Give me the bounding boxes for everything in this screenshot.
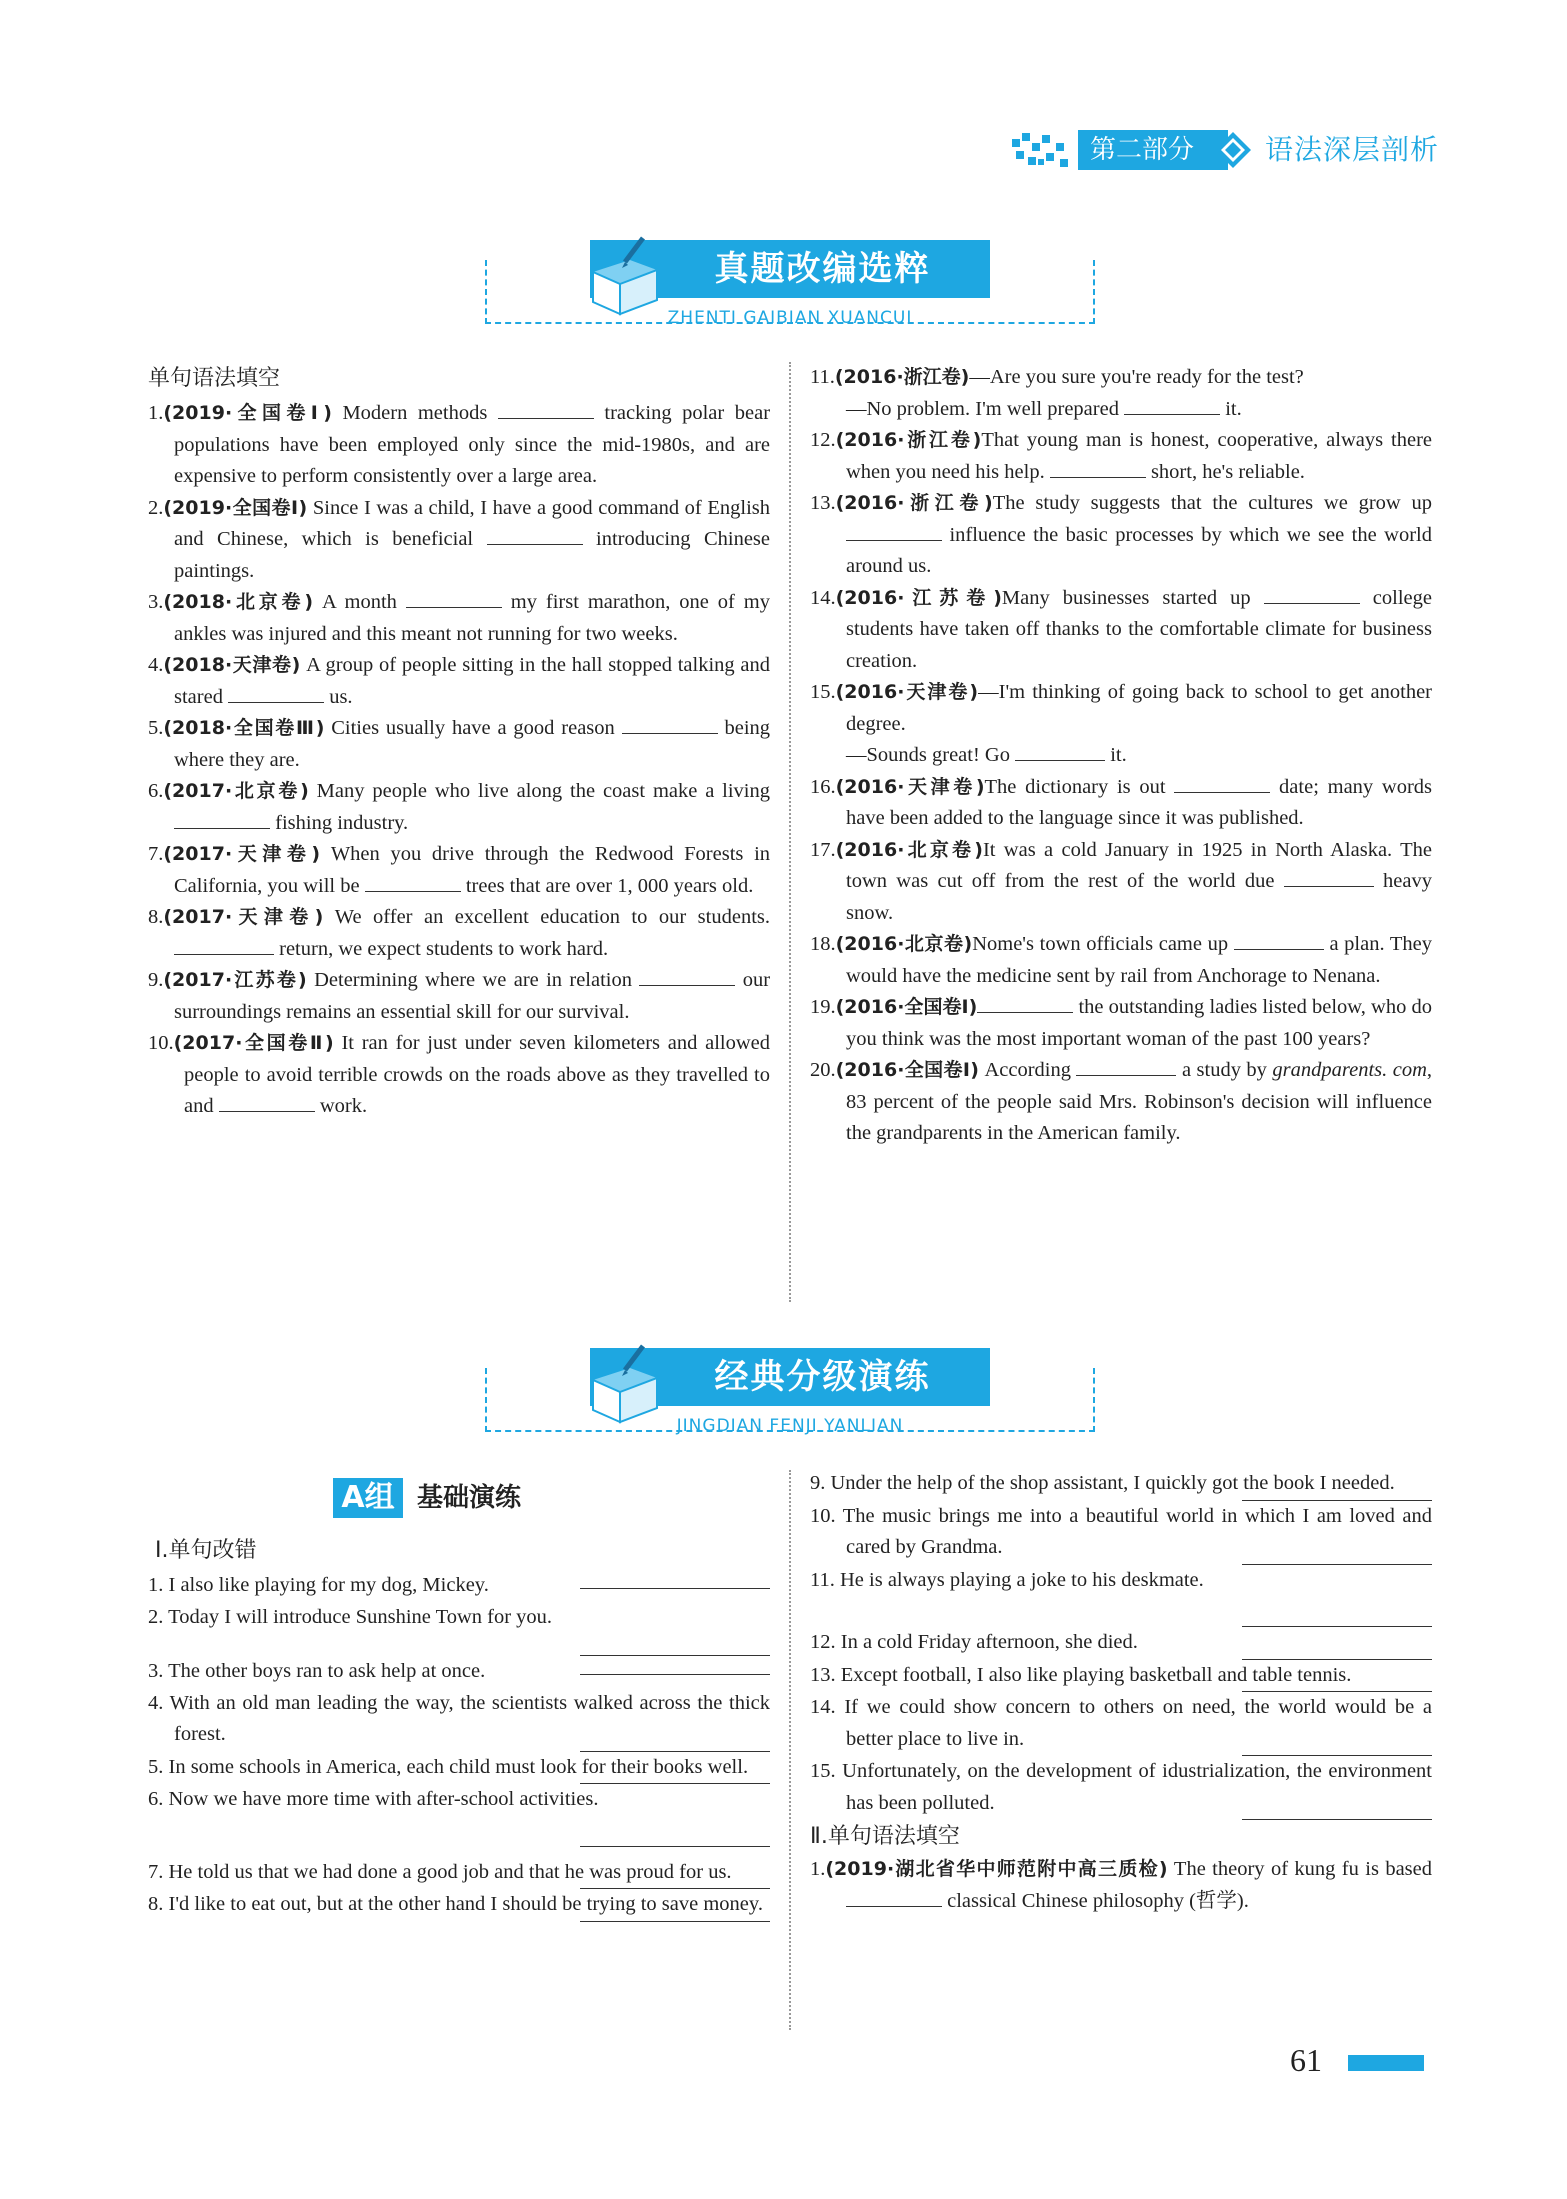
page-number-bar <box>1348 2055 1424 2071</box>
group-badge: A组 <box>333 1478 403 1518</box>
answer-blank[interactable] <box>1174 772 1270 793</box>
page-number: 61 <box>1290 2042 1322 2078</box>
question-8: 8.(2017·天津卷) We offer an excellent education to our students. return, we expect students to work hard. <box>148 906 770 960</box>
question-5: 5.(2018·全国卷Ⅲ) Cities usually have a good reason being where they are. <box>148 713 770 776</box>
correction-item-7: 7. He told us that we had done a good job and that he was proud for us. <box>148 1860 732 1883</box>
part1-right-column <box>810 362 1432 1150</box>
part1-heading: 单句语法填空 <box>148 366 281 391</box>
answer-blank[interactable] <box>174 808 270 829</box>
correction-item-4: 4. With an old man leading the way, the scientists walked across the thick forest. <box>148 1691 770 1745</box>
answer-line[interactable] <box>580 1729 770 1752</box>
correction-item-13: 13. Except football, I also like playing basketball and table tennis. <box>810 1663 1352 1686</box>
correction-item-9: 9. Under the help of the shop assistant, I quickly got the book I needed. <box>810 1472 1395 1494</box>
section-2-heading: Ⅱ.单句语法填空 <box>810 1824 960 1849</box>
answer-line[interactable] <box>1242 1542 1432 1565</box>
banner-1-title: 真题改编选粹 <box>714 249 931 289</box>
column-divider <box>789 1470 791 2030</box>
question-4: 4.(2018·天津卷) A group of people sitting in the hall stopped talking and stared us. <box>148 654 770 708</box>
answer-blank[interactable] <box>639 965 735 986</box>
correction-item-15: 15. Unfortunately, on the development of idustrialization, the environment has been polluted. <box>810 1760 1432 1814</box>
question-19: 19.(2016·全国卷Ⅰ) the outstanding ladies listed below, who do you think was the most important woman of the past 100 years? <box>810 992 1432 1055</box>
answer-line[interactable] <box>1242 1797 1432 1820</box>
answer-blank[interactable] <box>1015 740 1105 761</box>
answer-blank[interactable] <box>622 713 718 734</box>
correction-item-3: 3. The other boys ran to ask help at once. <box>148 1656 770 1688</box>
part1-left-column <box>148 398 770 1123</box>
column-divider <box>789 362 791 1302</box>
header-part-label: 第二部分 <box>1078 130 1228 170</box>
answer-blank[interactable] <box>1264 583 1360 604</box>
answer-line[interactable] <box>580 1633 770 1656</box>
section-banner-2 <box>480 1330 1100 1470</box>
correction-item-2: 2. Today I will introduce Sunshine Town for you. <box>148 1605 553 1628</box>
correction-item-8: 8. I'd like to eat out, but at the other hand I should be trying to save money. <box>148 1893 763 1915</box>
question-1: 1.(2019·全国卷Ⅰ) Modern methods tracking polar bear populations have been employed only since the mid-1980s, and are expensive to perform consistently over a large area. <box>148 398 770 493</box>
correction-item-12: 12. In a cold Friday afternoon, she died. <box>810 1631 1138 1653</box>
answer-line[interactable] <box>580 1656 770 1675</box>
part2-left-column <box>148 1570 770 1922</box>
question-13: 13.(2016·浙江卷)The study suggests that the cultures we grow up influence the basic processes by which we see the world around us. <box>810 492 1432 577</box>
answer-blank[interactable] <box>1050 457 1146 478</box>
answer-blank[interactable] <box>219 1091 315 1112</box>
correction-item-14: 14. If we could show concern to others on need, the world would be a better place to live in. <box>810 1696 1432 1750</box>
question-16: 16.(2016·天津卷)The dictionary is out date; many words have been added to the language since it was published. <box>810 772 1432 835</box>
question-3: 3.(2018·北京卷) A month my first marathon, one of my ankles was injured and this meant not running for two weeks. <box>148 587 770 650</box>
answer-blank[interactable] <box>1124 394 1220 415</box>
correction-item-10: 10. The music brings me into a beautiful world in which I am loved and cared by Grandma. <box>810 1504 1432 1558</box>
answer-blank[interactable] <box>846 520 942 541</box>
question-18: 18.(2016·北京卷)Nome's town officials came up a plan. They would have the medicine sent by rail from Anchorage to Nenana. <box>810 929 1432 992</box>
correction-item-1: 1. I also like playing for my dog, Mickey. <box>148 1570 770 1602</box>
section-1-heading: Ⅰ.单句改错 <box>155 1538 257 1563</box>
answer-blank[interactable] <box>1234 929 1324 950</box>
fill-item-1: 1.(2019·湖北省华中师范附中高三质检) The theory of kung fu is based classical Chinese philosophy (哲学). <box>810 1858 1432 1912</box>
group-a-heading <box>333 1478 521 1518</box>
question-20: 20.(2016·全国卷Ⅰ) According a study by grandparents. com, 83 percent of the people said Mrs. Robinson's decision will influence the grandparents in the American family. <box>810 1055 1432 1150</box>
correction-item-6: 6. Now we have more time with after-school activities. <box>148 1788 599 1810</box>
correction-item-11: 11. He is always playing a joke to his deskmate. <box>810 1568 1204 1591</box>
banner-2-subtitle: JINGDIAN FENJI YANLIAN <box>676 1416 904 1436</box>
question-9: 9.(2017·江苏卷) Determining where we are in relation our surroundings remains an essential skill for our survival. <box>148 965 770 1028</box>
question-17: 17.(2016·北京卷)It was a cold January in 1925 in North Alaska. The town was cut off from the rest of the world due heavy snow. <box>810 838 1433 924</box>
answer-line[interactable] <box>1242 1733 1432 1756</box>
banner-1-subtitle: ZHENTI GAIBIAN XUANCUI <box>667 308 913 328</box>
answer-blank[interactable] <box>365 871 461 892</box>
question-11: 11.(2016·浙江卷)—Are you sure you're ready for the test? —No problem. I'm well prepared it. <box>810 366 1304 420</box>
answer-blank[interactable] <box>174 934 274 955</box>
banner-2-title: 经典分级演练 <box>714 1357 931 1397</box>
answer-blank[interactable] <box>1076 1055 1176 1076</box>
answer-line[interactable] <box>580 1570 770 1589</box>
question-12: 12.(2016·浙江卷)That young man is honest, cooperative, always there when you need his help. short, he's reliable. <box>810 429 1432 483</box>
question-10: 10.(2017·全国卷Ⅱ) It ran for just under seven kilometers and allowed people to avoid terrible crowds on the roads above as they travelled to and work. <box>148 1032 770 1117</box>
answer-blank[interactable] <box>1284 866 1374 887</box>
header-decoration-icon <box>1012 133 1072 167</box>
answer-blank[interactable] <box>406 587 502 608</box>
group-title: 基础演练 <box>417 1483 522 1513</box>
question-14: 14.(2016·江苏卷)Many businesses started up college students have taken off thanks to the comfortable climate for business creation. <box>810 583 1432 678</box>
answer-line[interactable] <box>580 1816 770 1847</box>
section-banner-1 <box>480 222 1100 362</box>
answer-line[interactable] <box>1242 1596 1432 1627</box>
question-2: 2.(2019·全国卷Ⅰ) Since I was a child, I have a good command of English and Chinese, which is beneficial introducing Chinese paintings. <box>148 496 771 582</box>
part2-right-column <box>810 1468 1432 1917</box>
answer-blank[interactable] <box>977 992 1073 1013</box>
answer-blank[interactable] <box>228 682 324 703</box>
question-7: 7.(2017·天津卷) When you drive through the Redwood Forests in California, you will be trees that are over 1, 000 years old. <box>148 843 771 897</box>
diamond-icon <box>1213 130 1253 170</box>
question-6: 6.(2017·北京卷) Many people who live along the coast make a living fishing industry. <box>148 780 770 834</box>
answer-blank[interactable] <box>846 1886 942 1907</box>
answer-blank[interactable] <box>487 524 583 545</box>
answer-line[interactable] <box>1242 1637 1432 1660</box>
header-section-title: 语法深层剖析 <box>1265 133 1440 166</box>
question-15: 15.(2016·天津卷)—I'm thinking of going back to school to get another degree. —Sounds great! Go it. <box>810 681 1433 766</box>
answer-blank[interactable] <box>498 398 594 419</box>
correction-item-5: 5. In some schools in America, each child must look for their books well. <box>148 1755 749 1778</box>
